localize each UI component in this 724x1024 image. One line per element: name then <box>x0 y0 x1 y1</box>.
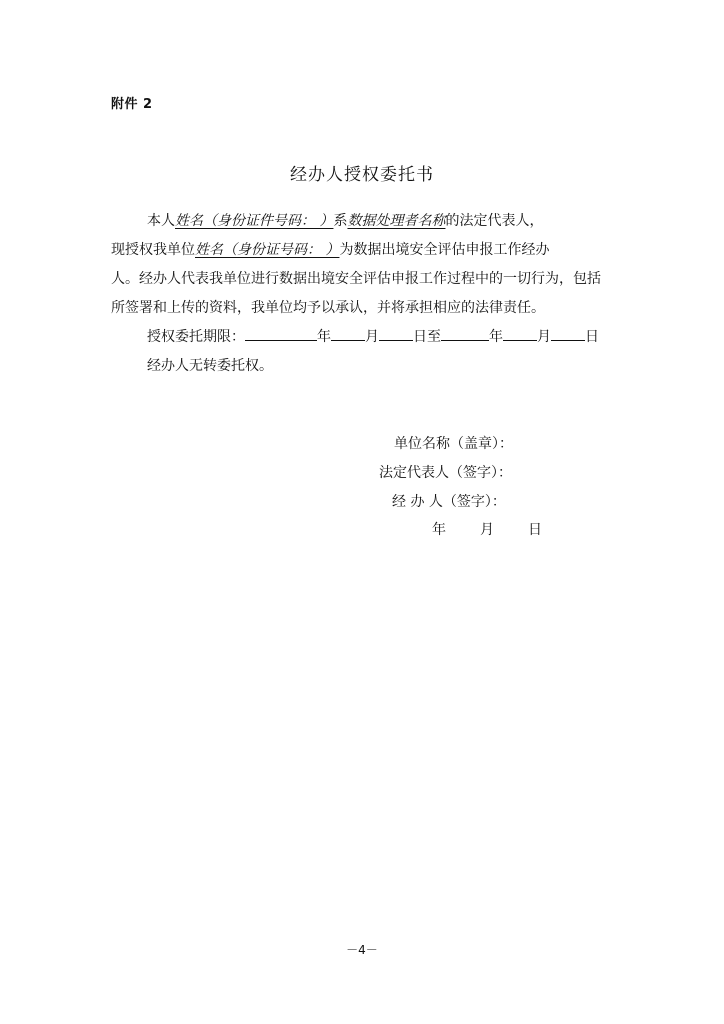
period-day-2: 日 <box>585 329 599 345</box>
blank-start-day <box>379 326 413 341</box>
period-label: 授权委托期限： <box>147 329 245 345</box>
authorization-period <box>111 323 611 352</box>
period-year-1: 年 <box>317 329 331 345</box>
text-line2-prefix: 现授权我单位 <box>111 242 195 258</box>
text-prefix: 本人 <box>147 213 175 229</box>
legal-rep-signature-label: 法定代表人（签字）： <box>379 465 512 481</box>
date-year-label: 年 <box>432 522 446 538</box>
period-month-2: 月 <box>537 329 551 345</box>
document-title: 经办人授权委托书 <box>290 165 434 185</box>
blank-end-year <box>441 326 489 341</box>
period-day-to: 日至 <box>413 329 441 345</box>
paragraph-line-1 <box>111 207 611 236</box>
paragraph-line-3: 人。经办人代表我单位进行数据出境安全评估申报工作过程中的一切行为，包括 <box>111 271 601 287</box>
text-suffix: 的法定代表人， <box>445 213 544 229</box>
paragraph-line-4: 所签署和上传的资料，我单位均予以承认，并将承担相应的法律责任。 <box>111 300 545 316</box>
blank-end-day <box>551 326 585 341</box>
agent-name-field: 姓名（身份证号码： ） <box>195 242 340 258</box>
period-month-1: 月 <box>365 329 379 345</box>
period-year-2: 年 <box>489 329 503 345</box>
blank-start-month <box>331 326 365 341</box>
blank-end-month <box>503 326 537 341</box>
text-line2-suffix: 为数据出境安全评估申报工作经办 <box>339 242 550 258</box>
document-body <box>111 207 611 381</box>
paragraph-line-2 <box>111 236 611 265</box>
no-transfer-statement: 经办人无转委托权。 <box>147 358 273 374</box>
agent-signature-label: 经 办 人（签字）： <box>392 494 506 510</box>
page-number: －4－ <box>346 943 378 957</box>
company-name-field: 数据处理者名称 <box>347 213 446 229</box>
unit-name-seal-label: 单位名称（盖章）： <box>394 436 513 452</box>
date-day-label: 日 <box>528 522 542 538</box>
date-month-label: 月 <box>480 522 494 538</box>
text-relation: 系 <box>333 213 348 229</box>
principal-name-field: 姓名（身份证件号码： ） <box>175 213 334 229</box>
attachment-label: 附件 2 <box>111 97 153 112</box>
signature-date <box>432 519 542 539</box>
blank-start-year <box>245 326 317 341</box>
